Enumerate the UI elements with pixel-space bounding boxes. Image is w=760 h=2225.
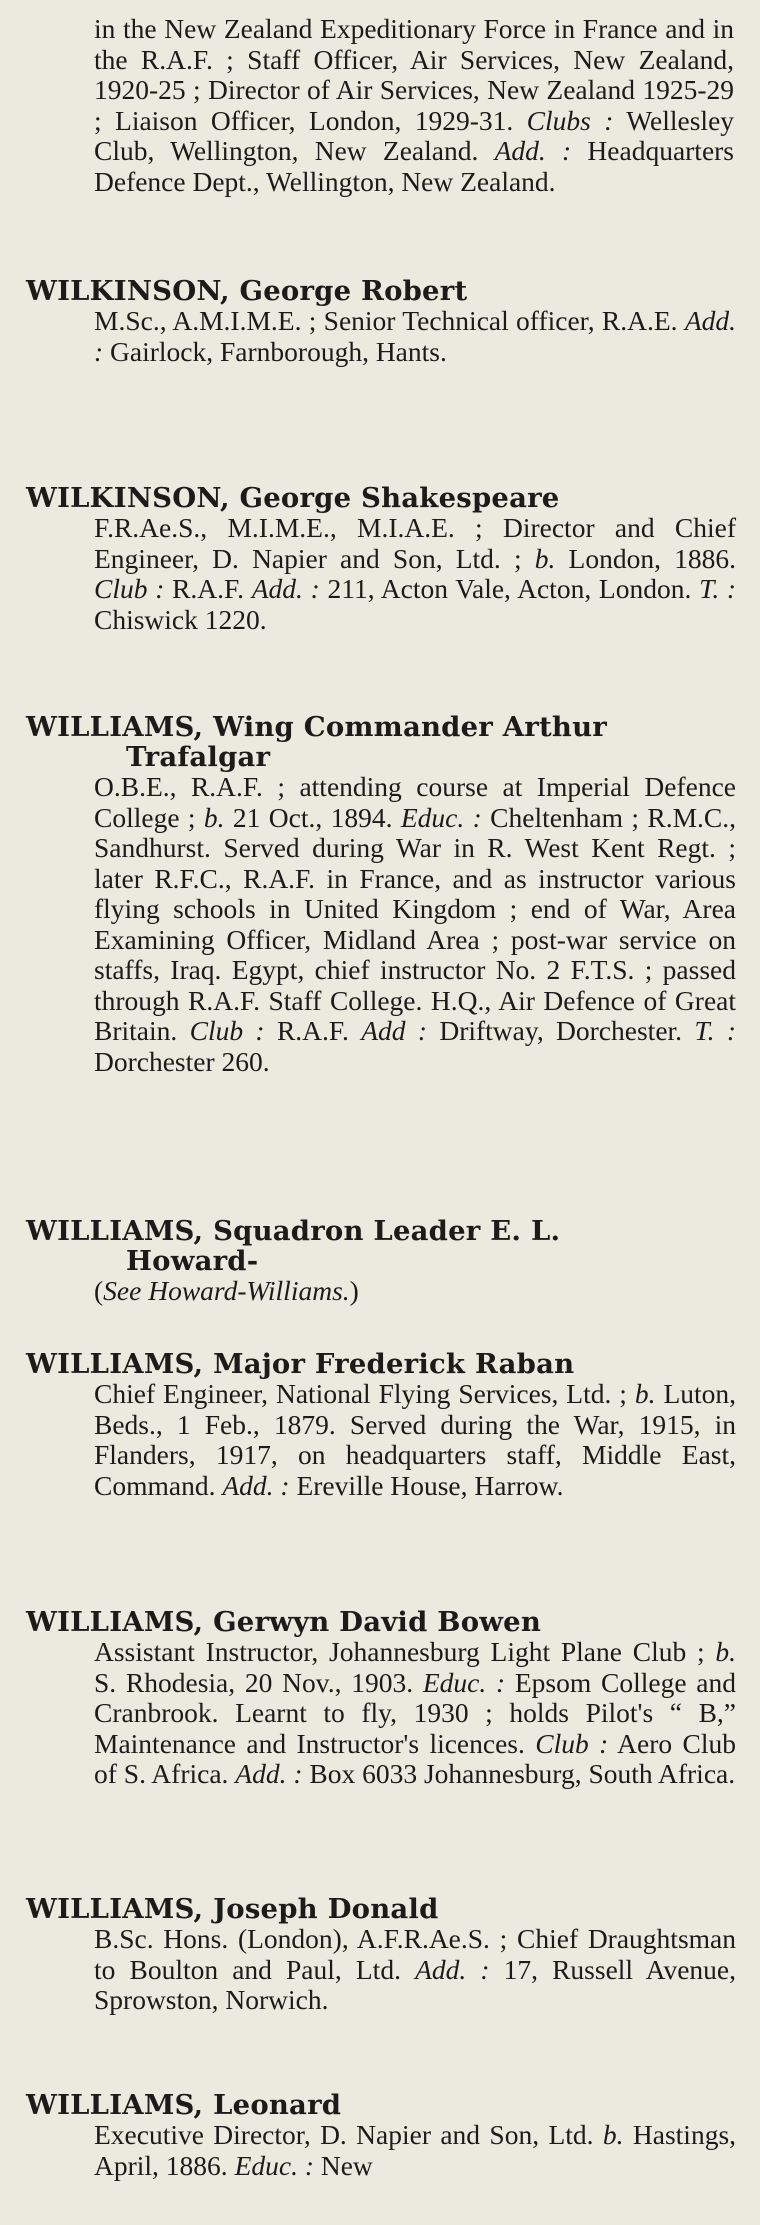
entry-body: M.Sc., A.M.I.M.E. ; Senior Technical officer, R.A.E. Add. : Gairlock, Farnborough, Hants. bbox=[94, 305, 736, 367]
entry-name: WILLIAMS, Gerwyn David Bowen bbox=[26, 1606, 542, 1638]
entry-body: B.Sc. Hons. (London), A.F.R.Ae.S. ; Chief Draughtsman to Boulton and Paul, Ltd. Add. : 17, Russell Avenue, Sprowston, Norwich. bbox=[94, 1923, 737, 2015]
continuation-paragraph bbox=[94, 14, 734, 197]
entry-body: Chief Engineer, National Flying Services, Ltd. ; b. Luton, Beds., 1 Feb., 1879. Served during the War, 1915, in Flanders, 1917, on headquarters staff, Middle East, Command. Add. : Ereville House, Harrow. bbox=[94, 1378, 737, 1501]
entry-name: WILLIAMS, Joseph Donald bbox=[26, 1893, 439, 1925]
add-label: Add. : bbox=[251, 573, 320, 604]
telephone-label: T. : bbox=[699, 573, 737, 604]
entry-name: WILLIAMS, Wing Commander Arthur bbox=[26, 711, 607, 743]
entry-williams-gerwyn-david-bowen bbox=[26, 1607, 736, 1790]
club-label: Club : bbox=[189, 1015, 265, 1046]
entry-williams-howard bbox=[26, 1216, 736, 1307]
entry-name: WILLIAMS, Leonard bbox=[26, 2089, 342, 2121]
entry-williams-arthur-trafalgar bbox=[26, 712, 736, 1077]
born-label: b. bbox=[602, 2119, 624, 2150]
entry-name-continuation: Howard- bbox=[126, 1245, 259, 1277]
entry-name-continuation: Trafalgar bbox=[126, 741, 271, 773]
see-label: See bbox=[103, 1275, 142, 1306]
educ-label: Educ. : bbox=[234, 2149, 314, 2181]
see-reference: (See Howard-Williams.) bbox=[94, 1275, 359, 1306]
entry-williams-frederick-raban bbox=[26, 1349, 736, 1501]
add-label: Add. : bbox=[494, 135, 572, 166]
clubs-label: Clubs : bbox=[526, 104, 614, 136]
educ-label: Educ. : bbox=[422, 1666, 506, 1698]
born-label: b. bbox=[534, 542, 556, 574]
continuation-text: in the New Zealand Expeditionary Force in France and in the R.A.F. ; Staff Officer, Air Services, New Zealand, 1920-25 ; Director of Air Services, New Zealand 1925-29 ; Liaison Officer, London, 1929-31. bbox=[94, 13, 734, 136]
entry-body: O.B.E., R.A.F. ; attending course at Imperial Defence College ; b. 21 Oct., 1894. Educ. : Cheltenham ; R.M.C., Sandhurst. Served during War in R. West Kent Regt. ; later R.F.C., R.A.F. in France, and as instructor various flying schools in United Kingdom ; end of War, Area Examining Officer, Midland Area ; post-war service on staffs, Iraq. Egypt, chief instructor No. 2 F.T.S. ; passed through R.A.F. Staff College. H.Q., Air Defence of Great Britain. Club : R.A.F. Add : Driftway, Dorchester. T. : Dorchester 260. bbox=[94, 771, 737, 1077]
entry-name: WILLIAMS, Squadron Leader E. L. bbox=[26, 1215, 561, 1247]
continuation-text: Headquarters Defence Dept., Wellington, New Zealand. bbox=[94, 135, 735, 197]
entry-name: WILKINSON, George Shakespeare bbox=[26, 482, 560, 514]
add-label: Add. : bbox=[235, 1758, 303, 1789]
add-label: Add. : bbox=[94, 305, 736, 367]
telephone-label: T. : bbox=[694, 1015, 737, 1046]
entry-williams-joseph-donald bbox=[26, 1894, 736, 2016]
see-target: Howard-Williams. bbox=[148, 1275, 350, 1306]
born-label: b. bbox=[715, 1636, 736, 1667]
club-label: Club : bbox=[94, 573, 165, 604]
educ-label: Educ. : bbox=[400, 801, 482, 833]
entry-wilkinson-george-shakespeare bbox=[26, 483, 736, 635]
entry-body: Executive Director, D. Napier and Son, Ltd. b. Hastings, April, 1886. Educ. : New bbox=[94, 2119, 737, 2181]
entry-williams-leonard bbox=[26, 2090, 736, 2181]
born-label: b. bbox=[634, 1378, 656, 1409]
entry-body: F.R.Ae.S., M.I.M.E., M.I.A.E. ; Director and Chief Engineer, D. Napier and Son, Ltd. ; b. London, 1886. Club : R.A.F. Add. : 211, Acton Vale, Acton, London. T. : Chiswick 1220. bbox=[94, 512, 737, 635]
add-label: Add : bbox=[361, 1015, 427, 1046]
entry-name: WILLIAMS, Major Frederick Raban bbox=[26, 1348, 575, 1380]
add-label: Add. : bbox=[222, 1469, 290, 1501]
club-label: Club : bbox=[535, 1727, 609, 1759]
born-label: b. bbox=[203, 801, 225, 833]
entry-wilkinson-george-robert bbox=[26, 276, 736, 367]
add-label: Add. : bbox=[415, 1953, 490, 1985]
continuation-text: Wellesley Club, Wellington, New Zealand. bbox=[94, 104, 735, 166]
entry-body: Assistant Instructor, Johannesburg Light Plane Club ; b. S. Rhodesia, 20 Nov., 1903. Educ. : Epsom College and Cranbrook. Learnt to fly, 1930 ; holds Pilot's “ B,” Maintenance and Instructor's licences. Club : Aero Club of S. Africa. Add. : Box 6033 Johannesburg, South Africa. bbox=[94, 1636, 737, 1789]
entry-name: WILKINSON, George Robert bbox=[26, 275, 468, 307]
